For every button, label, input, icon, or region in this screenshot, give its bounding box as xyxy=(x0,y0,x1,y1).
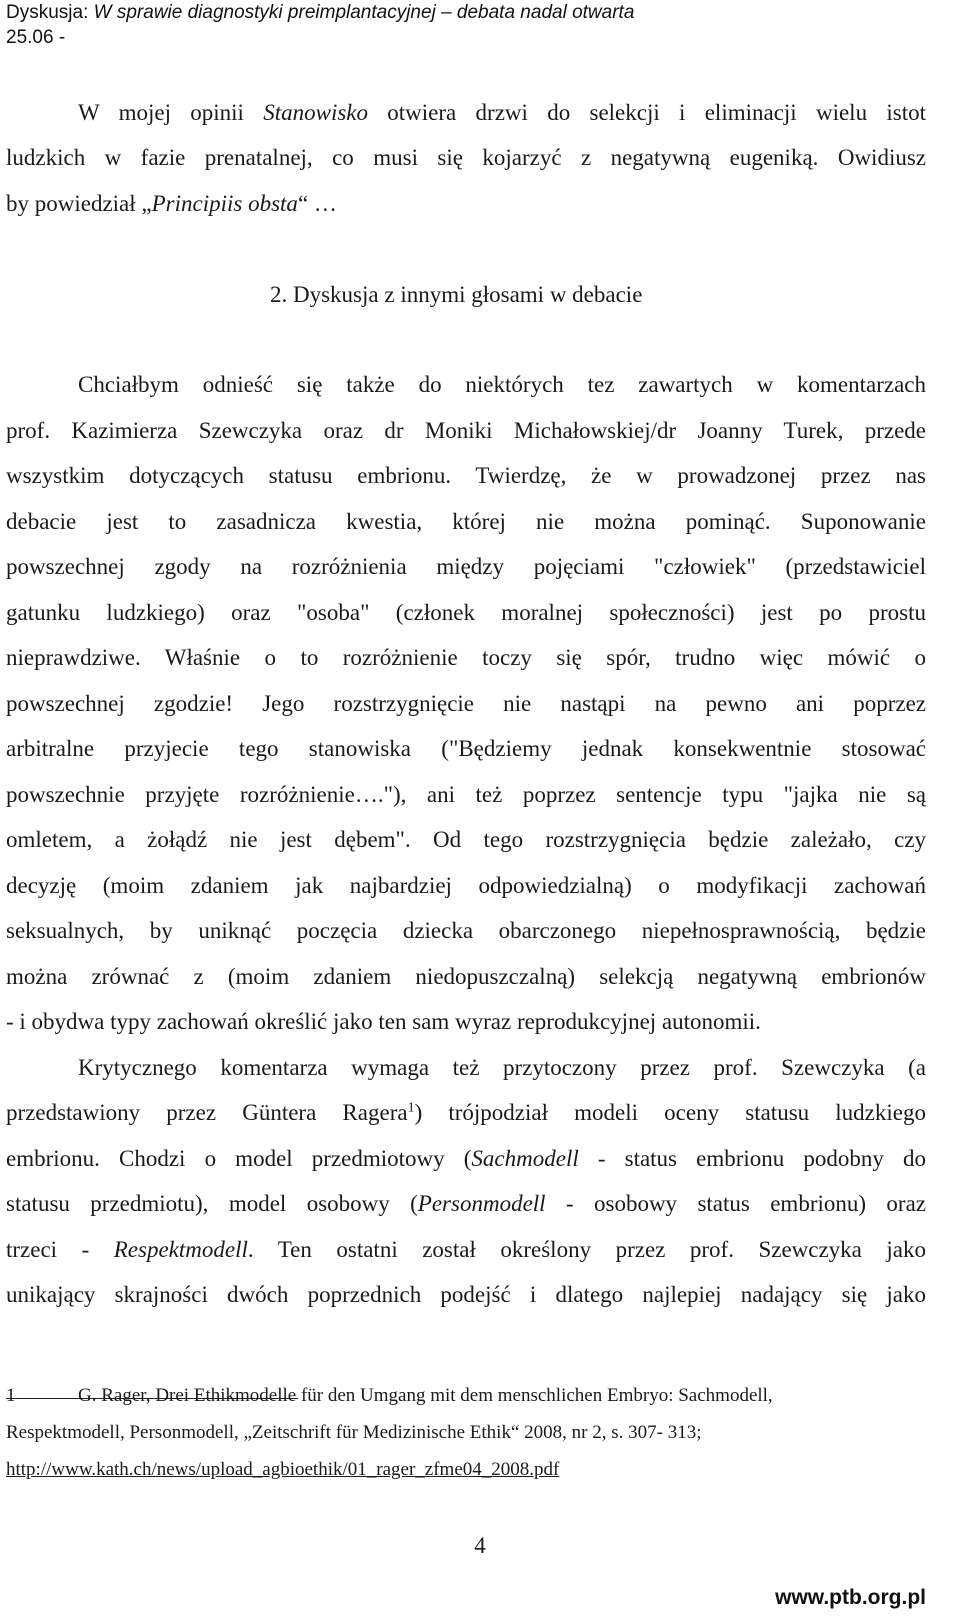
p1-line-2: ludzkich w fazie prenatalnej, co musi się kojarzyć z negatywną eugeniką. Owidiusz xyxy=(6,145,926,170)
footnote-number: 1 xyxy=(6,1385,16,1406)
p3-line-6: unikający skrajności dwóch poprzednich podejść i dlatego najlepiej nadający się jako xyxy=(6,1282,926,1307)
footnote-line-2: Respektmodell, Personmodell, „Zeitschrift für Medizinische Ethik“ 2008, nr 2, s. 307- 313; xyxy=(6,1422,702,1443)
italic-term: Respektmodell xyxy=(113,1237,248,1262)
header-title: W sprawie diagnostyki preimplantacyjnej – debata nadal otwarta xyxy=(93,2,635,23)
footnote-ref[interactable]: 1 xyxy=(407,1100,415,1116)
text-run: W mojej opinii xyxy=(78,100,264,125)
p2-line-14: można zrównać z (moim zdaniem niedopuszczalną) selekcją negatywną embrionów xyxy=(6,964,926,989)
text-run: trzeci - xyxy=(6,1237,114,1262)
text-run: statusu przedmiotu), model osobowy ( xyxy=(6,1191,418,1216)
text-run: “ … xyxy=(297,191,337,216)
p3-line-2 xyxy=(6,1098,926,1128)
footnote-link[interactable]: http://www.kath.ch/news/upload_agbioethik/01_rager_zfme04_2008.pdf xyxy=(6,1459,560,1480)
page-number: 4 xyxy=(474,1533,486,1558)
p3-line-1: Krytycznego komentarza wymaga też przytoczony przez prof. Szewczyka (a xyxy=(78,1055,926,1080)
italic-term: Personmodell xyxy=(417,1191,546,1216)
site-watermark: www.ptb.org.pl xyxy=(775,1586,926,1609)
p2-line-7: nieprawdziwe. Właśnie o to rozróżnienie toczy się spór, trudno więc mówić o xyxy=(6,645,926,670)
header-date: 25.06 - xyxy=(6,27,66,48)
p2-line-6: gatunku ludzkiego) oraz "osoba" (członek moralnej społeczności) jest po prostu xyxy=(6,600,926,625)
p2-line-15: - i obydwa typy zachowań określić jako ten sam wyraz reprodukcyjnej autonomii. xyxy=(6,1009,761,1034)
italic-quote: Principiis obsta xyxy=(151,191,298,216)
p1-line-1 xyxy=(78,98,926,128)
footnote-text: G. Rager, Drei Ethikmodelle für den Umgang mit dem menschlichen Embryo: Sachmodell, xyxy=(78,1385,773,1406)
p3-line-4 xyxy=(6,1189,926,1219)
page-header xyxy=(6,0,634,50)
p2-line-5: powszechnej zgody na rozróżnienia między pojęciami "człowiek" (przedstawiciel xyxy=(6,554,926,579)
p1-line-3 xyxy=(6,189,926,219)
text-run: embrionu. Chodzi o model przedmiotowy ( xyxy=(6,1146,472,1171)
p2-line-1: Chciałbym odnieść się także do niektórych tez zawartych w komentarzach xyxy=(78,372,926,397)
p2-line-4: debacie jest to zasadnicza kwestia, której nie można pominąć. Suponowanie xyxy=(6,509,926,534)
p2-line-8: powszechnej zgodzie! Jego rozstrzygnięcie nie nastąpi na pewno ani poprzez xyxy=(6,691,926,716)
p2-line-2: prof. Kazimierza Szewczyka oraz dr Moniki Michałowskiej/dr Joanny Turek, przede xyxy=(6,418,926,443)
p2-line-12: decyzję (moim zdaniem jak najbardziej odpowiedzialną) o modyfikacji zachowań xyxy=(6,873,926,898)
text-run: otwiera drzwi do selekcji i eliminacji wielu istot xyxy=(368,100,926,125)
footnote-line-3 xyxy=(6,1457,926,1483)
text-run: by powiedział „ xyxy=(6,191,152,216)
text-run: przedstawiony przez Güntera Ragera xyxy=(6,1100,408,1125)
p3-line-3 xyxy=(6,1144,926,1174)
italic-term: Sachmodell xyxy=(471,1146,579,1171)
p3-line-5 xyxy=(6,1235,926,1265)
header-title-line xyxy=(6,0,634,25)
p2-line-10: powszechnie przyjęte rozróżnienie…."), ani też poprzez sentencje typu "jajka nie są xyxy=(6,782,926,807)
header-label: Dyskusja: xyxy=(6,2,94,23)
p2-line-3: wszystkim dotyczących statusu embrionu. Twierdzę, że w prowadzonej przez nas xyxy=(6,463,926,488)
section-heading: 2. Dyskusja z innymi głosami w debacie xyxy=(270,282,643,307)
text-run: - osobowy status embrionu) oraz xyxy=(545,1191,926,1216)
p2-line-13: seksualnych, by uniknąć poczęcia dziecka obarczonego niepełnosprawnością, będzie xyxy=(6,918,926,943)
p2-line-9: arbitralne przyjecie tego stanowiska ("Będziemy jednak konsekwentnie stosować xyxy=(6,736,926,761)
p2-line-11: omletem, a żołądź nie jest dębem". Od tego rozstrzygnięcia będzie zależało, czy xyxy=(6,827,926,852)
text-run: . Ten ostatni został określony przez prof. Szewczyka jako xyxy=(247,1237,926,1262)
text-run: ) trójpodział modeli oceny statusu ludzkiego xyxy=(414,1100,926,1125)
italic-term: Stanowisko xyxy=(263,100,368,125)
footnote-line-1 xyxy=(6,1383,926,1409)
text-run: - status embrionu podobny do xyxy=(578,1146,927,1171)
